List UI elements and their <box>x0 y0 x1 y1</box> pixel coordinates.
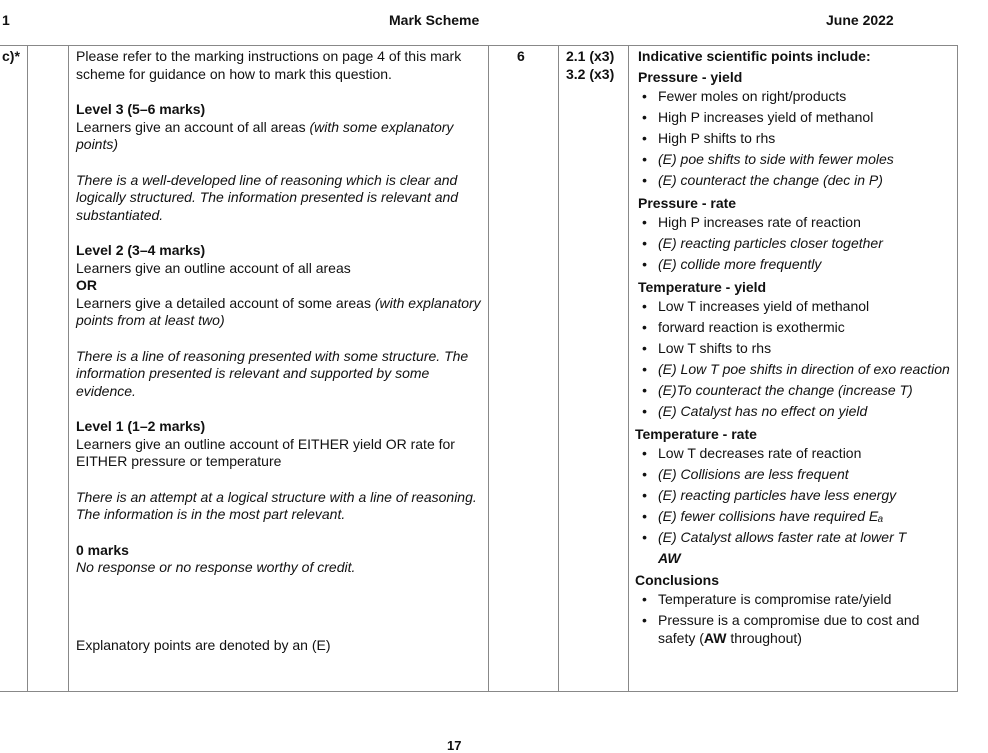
list-item: • Temperature is compromise rate/yield <box>638 591 954 609</box>
level2-text1: Learners give an outline account of all areas <box>76 259 351 276</box>
list-item: • forward reaction is exothermic <box>638 319 954 337</box>
list-item: • (E) counteract the change (dec in P) <box>638 172 954 190</box>
list-item: • (E) Low T poe shifts in direction of exo reaction <box>638 361 954 379</box>
list-item: • (E) Catalyst allows faster rate at lower T <box>638 529 954 547</box>
guidance-intro: Please refer to the marking instructions on page 4 of this mark scheme for guidance on how to mark this question. <box>76 48 462 82</box>
level2-description <box>76 295 484 330</box>
ao-column <box>566 48 614 83</box>
level3-text: Learners give an account of all areas <box>76 118 310 135</box>
conclusion-text: Pressure is a compromise due to cost and safety ( <box>658 612 920 646</box>
level1-heading: Level 1 (1–2 marks) <box>76 418 206 434</box>
list-item: • (E)To counteract the change (increase T) <box>638 382 954 400</box>
column-divider <box>27 45 28 692</box>
level1-text: Learners give an outline account of EITHER yield OR rate for EITHER pressure or temperature <box>76 435 455 469</box>
answer-column <box>635 48 954 651</box>
page-title: Mark Scheme <box>389 12 480 28</box>
list-item: • (E) poe shifts to side with fewer moles <box>638 151 954 169</box>
column-divider <box>68 45 69 692</box>
list-item: • Low T decreases rate of reaction <box>638 445 954 463</box>
section-title: Pressure - rate <box>638 194 737 211</box>
list-item: • (E) Collisions are less frequent <box>638 466 954 484</box>
exam-date: June 2022 <box>826 12 894 28</box>
list-item <box>638 612 954 647</box>
ao-item: 2.1 (x3) <box>566 48 615 64</box>
section-title: Conclusions <box>635 572 720 588</box>
level2-or: OR <box>76 277 97 293</box>
table-right-border <box>957 45 958 692</box>
list-item: • (E) reacting particles have less energy <box>638 487 954 505</box>
list-item: • Fewer moles on right/products <box>638 88 954 106</box>
list-item: • (E) reacting particles closer together <box>638 235 954 253</box>
temperature-yield-list <box>638 298 954 421</box>
level3-reasoning: There is a well-developed line of reasoning which is clear and logically structured. The information presented is relevant and substantiated. <box>76 171 459 223</box>
list-item: • (E) Catalyst has no effect on yield <box>638 403 954 421</box>
section-title: Pressure - yield <box>638 68 743 85</box>
level2-text2-italic: (with explanatory points from at least two) <box>76 294 481 328</box>
level3-description <box>76 119 484 154</box>
column-divider <box>628 45 629 692</box>
pressure-yield-list <box>638 88 954 190</box>
table-top-border <box>0 45 958 46</box>
list-item: • Low T shifts to rhs <box>638 340 954 358</box>
table-bottom-border <box>0 691 958 692</box>
list-item: • Low T increases yield of methanol <box>638 298 954 316</box>
temperature-rate-list <box>638 445 954 547</box>
question-part: c)* <box>2 48 20 64</box>
section-title: Temperature - rate <box>635 425 757 442</box>
level2-reasoning: There is a line of reasoning presented with some structure. The information presented is relevant and supported by some evidence. <box>76 347 469 399</box>
pressure-rate-list <box>638 214 954 274</box>
level0-heading: 0 marks <box>76 541 129 558</box>
level3-text-italic: (with some explanatory points) <box>76 118 454 152</box>
column-divider <box>488 45 489 692</box>
list-item: • (E) collide more frequently <box>638 256 954 274</box>
section-title: Temperature - yield <box>638 278 767 295</box>
list-item: • High P increases yield of methanol <box>638 109 954 127</box>
level1-reasoning: There is an attempt at a logical structure with a line of reasoning. The information is in the most part relevant. <box>76 488 477 522</box>
question-number: 1 <box>2 12 10 28</box>
aw-note: AW <box>658 549 681 566</box>
list-item: • High P shifts to rhs <box>638 130 954 148</box>
column-divider <box>558 45 559 692</box>
guidance-footer-note: Explanatory points are denoted by an (E) <box>76 637 331 653</box>
conclusion-aw: AW <box>703 629 727 646</box>
level2-heading: Level 2 (3–4 marks) <box>76 242 206 258</box>
list-item: • (E) fewer collisions have required Eₐ <box>638 508 954 526</box>
level2-text2: Learners give a detailed account of some areas <box>76 294 375 311</box>
conclusion-text-end: throughout) <box>726 629 802 646</box>
marks-value: 6 <box>517 48 525 64</box>
page-number: 17 <box>447 738 462 753</box>
list-item: • High P increases rate of reaction <box>638 214 954 232</box>
guidance-column <box>76 48 484 577</box>
answer-heading: Indicative scientific points include: <box>638 48 871 64</box>
ao-item: 3.2 (x3) <box>566 65 615 82</box>
level0-text: No response or no response worthy of credit. <box>76 559 356 575</box>
level3-heading: Level 3 (5–6 marks) <box>76 101 206 117</box>
